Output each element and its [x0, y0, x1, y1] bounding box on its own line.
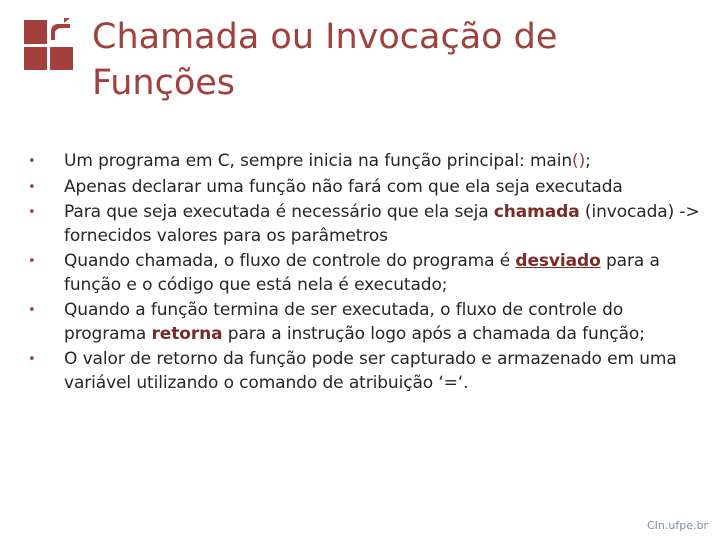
bullet-dot-icon: •	[28, 154, 36, 169]
bullet-text-before: Um programa em C, sempre inicia na função principal:	[64, 151, 530, 171]
bullet-item-main-start	[28, 150, 700, 174]
cin-logo-icon	[24, 18, 76, 72]
emphasis-chamada: chamada	[493, 202, 580, 222]
footer-credit: CIn.ufpe.br	[647, 519, 708, 532]
bullet-text-after: ;	[585, 151, 591, 171]
emphasis-desviado: desviado	[515, 251, 601, 271]
bullet-text-after: para a instrução logo após a chamada da função;	[222, 323, 645, 344]
bullet-text-after: (invocada) -> fornecidos valores para os parâmetros	[64, 202, 700, 246]
main-function-name: main	[529, 151, 573, 171]
bullet-text-before: Quando chamada, o fluxo de controle do programa é	[64, 251, 516, 271]
slide-title-line-2: Funções	[92, 63, 236, 103]
bullet-item-control-flow	[28, 250, 700, 297]
bullet-dot-icon: •	[28, 352, 36, 367]
bullet-item-return-value	[28, 348, 700, 395]
bullet-dot-icon: •	[28, 205, 36, 220]
bullet-item-return-flow	[28, 299, 700, 346]
bullet-text: Apenas declarar uma função não fará com que ela seja executada	[64, 176, 623, 197]
bullet-dot-icon: •	[28, 303, 36, 318]
bullet-text-after: para a função e o código que está nela é executado;	[64, 251, 660, 295]
bullet-text-before: Quando a função termina de ser executada, o fluxo de controle do programa	[64, 300, 624, 344]
bullet-item-invocation	[28, 201, 700, 248]
bullet-item-declaration	[28, 176, 700, 200]
bullet-dot-icon: •	[28, 179, 36, 195]
main-function-parentheses: ()	[572, 151, 586, 171]
slide-title-line-1: Chamada ou Invocação de	[92, 17, 558, 57]
bullet-text-before: Para que seja executada é necessário que ela seja	[64, 202, 494, 222]
bullet-dot-icon: •	[28, 254, 36, 269]
bullet-list	[28, 150, 700, 397]
bullet-text: O valor de retorno da função pode ser capturado e armazenado em uma variável utilizando o comando de atribuição ‘=‘.	[64, 349, 677, 393]
slide-title	[92, 14, 692, 106]
emphasis-retorna: retorna	[151, 323, 223, 344]
